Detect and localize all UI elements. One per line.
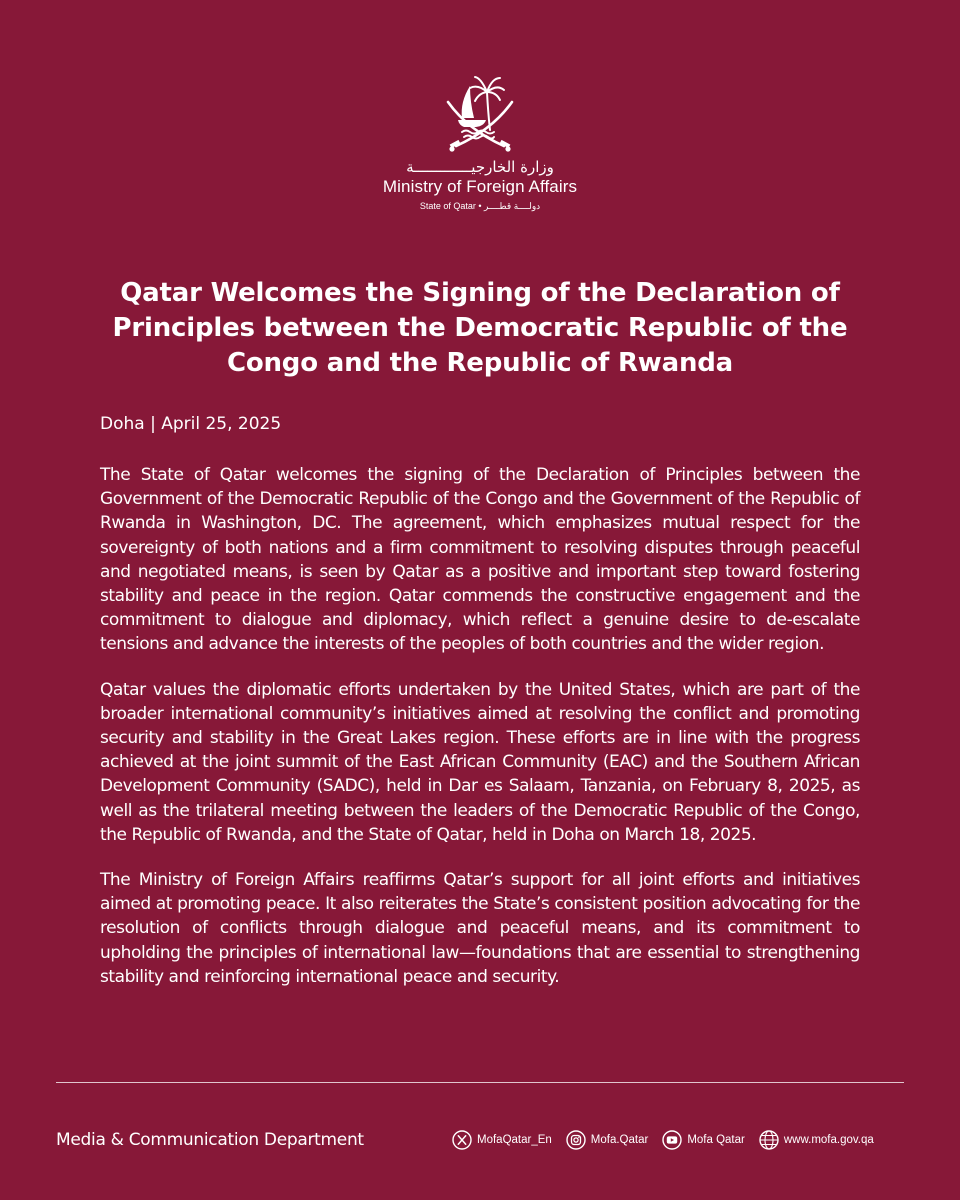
state-line: State of Qatar • دولــــة قطــــر (419, 201, 541, 211)
paragraph-3: The Ministry of Foreign Affairs reaffirms Qatar’s support for all joint efforts and initiatives aimed at promoting peace. It also reiterates the State’s consistent position advocating for the resolution of conflicts through dialogue and peaceful means, and its commitment to upholding the principles of international law—foundations that are essential to strengthening stability and reinforcing international peace and security. (100, 870, 860, 987)
body-text (100, 463, 860, 1010)
footer-divider (56, 1082, 904, 1083)
paragraph-2: Qatar values the diplomatic efforts undertaken by the United States, which are part of the broader international community’s initiatives aimed at resolving the conflict and promoting security and stability in the Great Lakes region. These efforts are in line with the progress achieved at the joint summit of the East African Community (EAC) and the Southern African Development Community (SADC), held in Dar es Salaam, Tanzania, on February 8, 2025, as well as the trilateral meeting between the leaders of the Democratic Republic of the Congo, the Republic of Rwanda, and the State of Qatar, held in Doha on March 18, 2025. (100, 679, 860, 845)
dateline: Doha | April 25, 2025 (100, 414, 282, 434)
instagram-icon (566, 1130, 586, 1150)
press-release-title: Qatar Welcomes the Signing of the Declaration of Principles between the Democratic Republic of the Congo and the Republic of Rwanda (112, 278, 848, 378)
social-links (452, 1127, 874, 1153)
ministry-logo (380, 72, 580, 213)
paragraph-1: The State of Qatar welcomes the signing of the Declaration of Principles between the Government of the Democratic Republic of the Congo and the Government of the Republic of Rwanda in Washington, DC. The agreement, which emphasizes mutual respect for the sovereignty of both nations and a firm commitment to resolving disputes through peaceful and negotiated means, is seen by Qatar as a positive and important step toward fostering stability and peace in the region. Qatar commends the constructive engagement and the commitment to dialogue and diplomacy, which reflect a genuine desire to de-escalate tensions and advance the interests of the peoples of both countries and the wider region. (100, 465, 860, 655)
qatar-emblem-icon (440, 72, 520, 154)
department-name: Media & Communication Department (56, 1130, 364, 1150)
instagram-handle: Mofa.Qatar (590, 1134, 649, 1146)
website-url: www.mofa.gov.qa (783, 1134, 874, 1146)
ministry-english-name: Ministry of Foreign Affairs (382, 177, 578, 196)
globe-icon (759, 1130, 779, 1150)
youtube-icon (662, 1130, 682, 1150)
social-link-x[interactable] (452, 1130, 552, 1150)
youtube-handle: Mofa Qatar (687, 1134, 745, 1146)
social-link-youtube[interactable] (662, 1130, 745, 1150)
x-icon (452, 1130, 472, 1150)
ministry-arabic-name: وزارة الخارجيـــــــــــــة (406, 158, 554, 176)
x-handle: MofaQatar_En (477, 1134, 552, 1146)
social-link-instagram[interactable] (566, 1130, 649, 1150)
social-link-website[interactable] (759, 1130, 874, 1150)
